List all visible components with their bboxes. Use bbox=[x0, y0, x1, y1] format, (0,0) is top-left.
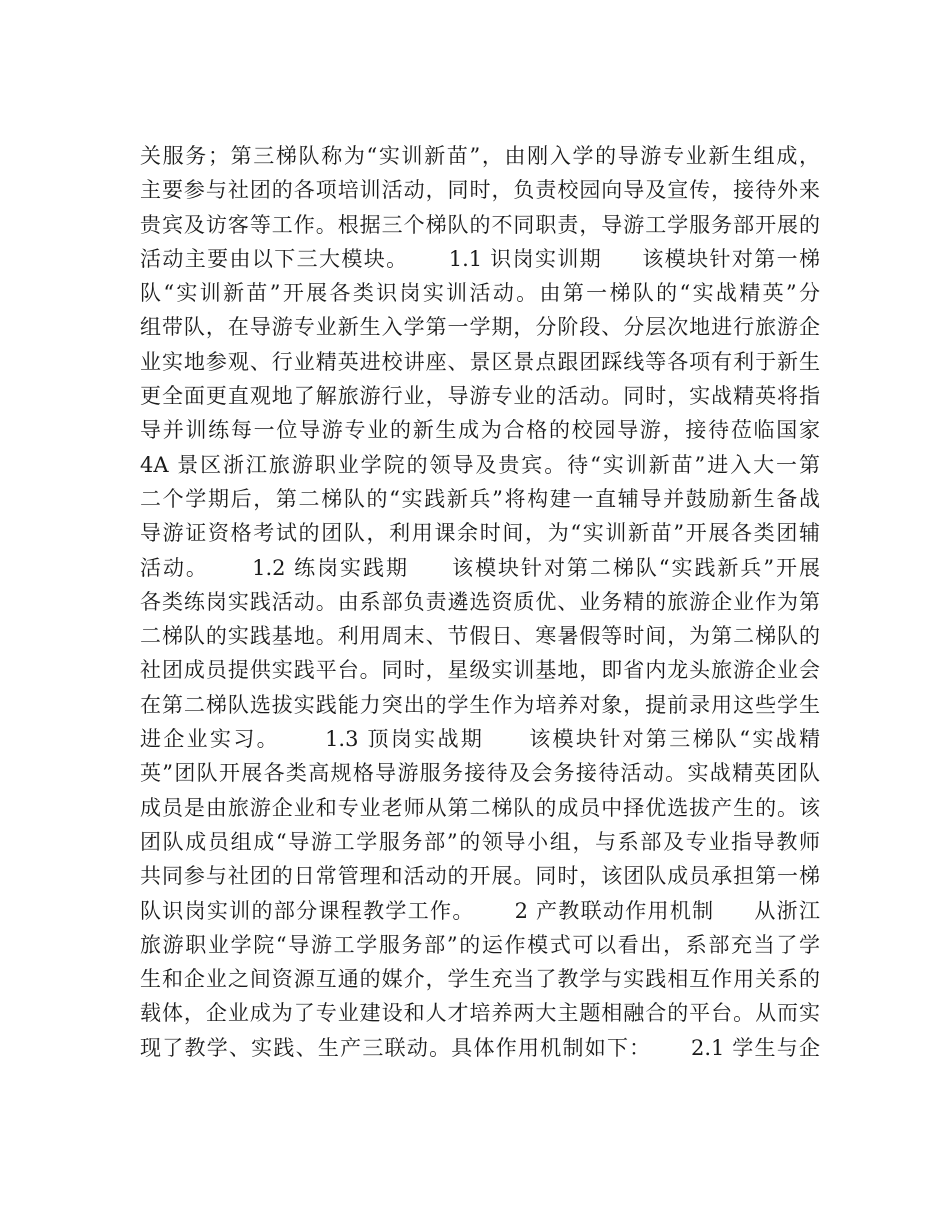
text-line: 各类练岗实践活动。由系部负责遴选资质优、业务精的旅游企业作为第 bbox=[140, 589, 820, 614]
text-line: 组带队，在导游专业新生入学第一学期，分阶段、分层次地进行旅游企 bbox=[140, 315, 820, 340]
text-line: 团队成员组成“导游工学服务部”的领导小组，与系部及专业指导教师 bbox=[140, 829, 820, 854]
text-line: 进企业实习。 1.3 顶岗实战期 该模块针对第三梯队“实战精 bbox=[140, 727, 820, 752]
text-line: 成员是由旅游企业和专业老师从第二梯队的成员中择优选拔产生的。该 bbox=[140, 795, 820, 820]
text-line: 英”团队开展各类高规格导游服务接待及会务接待活动。实战精英团队 bbox=[140, 761, 820, 786]
text-line: 共同参与社团的日常管理和活动的开展。同时，该团队成员承担第一梯 bbox=[140, 864, 820, 889]
text-line: 在第二梯队选拔实践能力突出的学生作为培养对象，提前录用这些学生 bbox=[140, 692, 820, 717]
text-line: 更全面更直观地了解旅游行业，导游专业的活动。同时，实战精英将指 bbox=[140, 384, 820, 409]
text-line: 4A 景区浙江旅游职业学院的领导及贵宾。待“实训新苗”进入大一第 bbox=[140, 452, 820, 477]
text-line: 队识岗实训的部分课程教学工作。 2 产教联动作用机制 从浙江 bbox=[140, 898, 820, 923]
body-text bbox=[140, 139, 820, 1065]
text-line: 载体，企业成为了专业建设和人才培养两大主题相融合的平台。从而实 bbox=[140, 1001, 820, 1026]
text-line: 业实地参观、行业精英进校讲座、景区景点跟团踩线等各项有利于新生 bbox=[140, 349, 820, 374]
text-line: 现了教学、实践、生产三联动。具体作用机制如下： 2.1 学生与企 bbox=[140, 1035, 820, 1060]
text-line: 主要参与社团的各项培训活动，同时，负责校园向导及宣传，接待外来 bbox=[140, 178, 820, 203]
text-line: 活动主要由以下三大模块。 1.1 识岗实训期 该模块针对第一梯 bbox=[140, 246, 820, 271]
text-line: 生和企业之间资源互通的媒介，学生充当了教学与实践相互作用关系的 bbox=[140, 967, 820, 992]
text-line: 贵宾及访客等工作。根据三个梯队的不同职责，导游工学服务部开展的 bbox=[140, 212, 820, 237]
text-line: 导游证资格考试的团队，利用课余时间，为“实训新苗”开展各类团辅 bbox=[140, 521, 820, 546]
text-line: 旅游职业学院“导游工学服务部”的运作模式可以看出，系部充当了学 bbox=[140, 932, 820, 957]
text-line: 活动。 1.2 练岗实践期 该模块针对第二梯队“实践新兵”开展 bbox=[140, 555, 820, 580]
text-line: 导并训练每一位导游专业的新生成为合格的校园导游，接待莅临国家 bbox=[140, 418, 820, 443]
text-line: 关服务；第三梯队称为“实训新苗”，由刚入学的导游专业新生组成， bbox=[140, 144, 820, 168]
text-line: 社团成员提供实践平台。同时，星级实训基地，即省内龙头旅游企业会 bbox=[140, 658, 820, 683]
text-line: 二个学期后，第二梯队的“实践新兵”将构建一直辅导并鼓励新生备战 bbox=[140, 486, 820, 511]
text-line: 队“实训新苗”开展各类识岗实训活动。由第一梯队的“实战精英”分 bbox=[140, 281, 820, 306]
text-line: 二梯队的实践基地。利用周末、节假日、寒暑假等时间，为第二梯队的 bbox=[140, 624, 820, 649]
